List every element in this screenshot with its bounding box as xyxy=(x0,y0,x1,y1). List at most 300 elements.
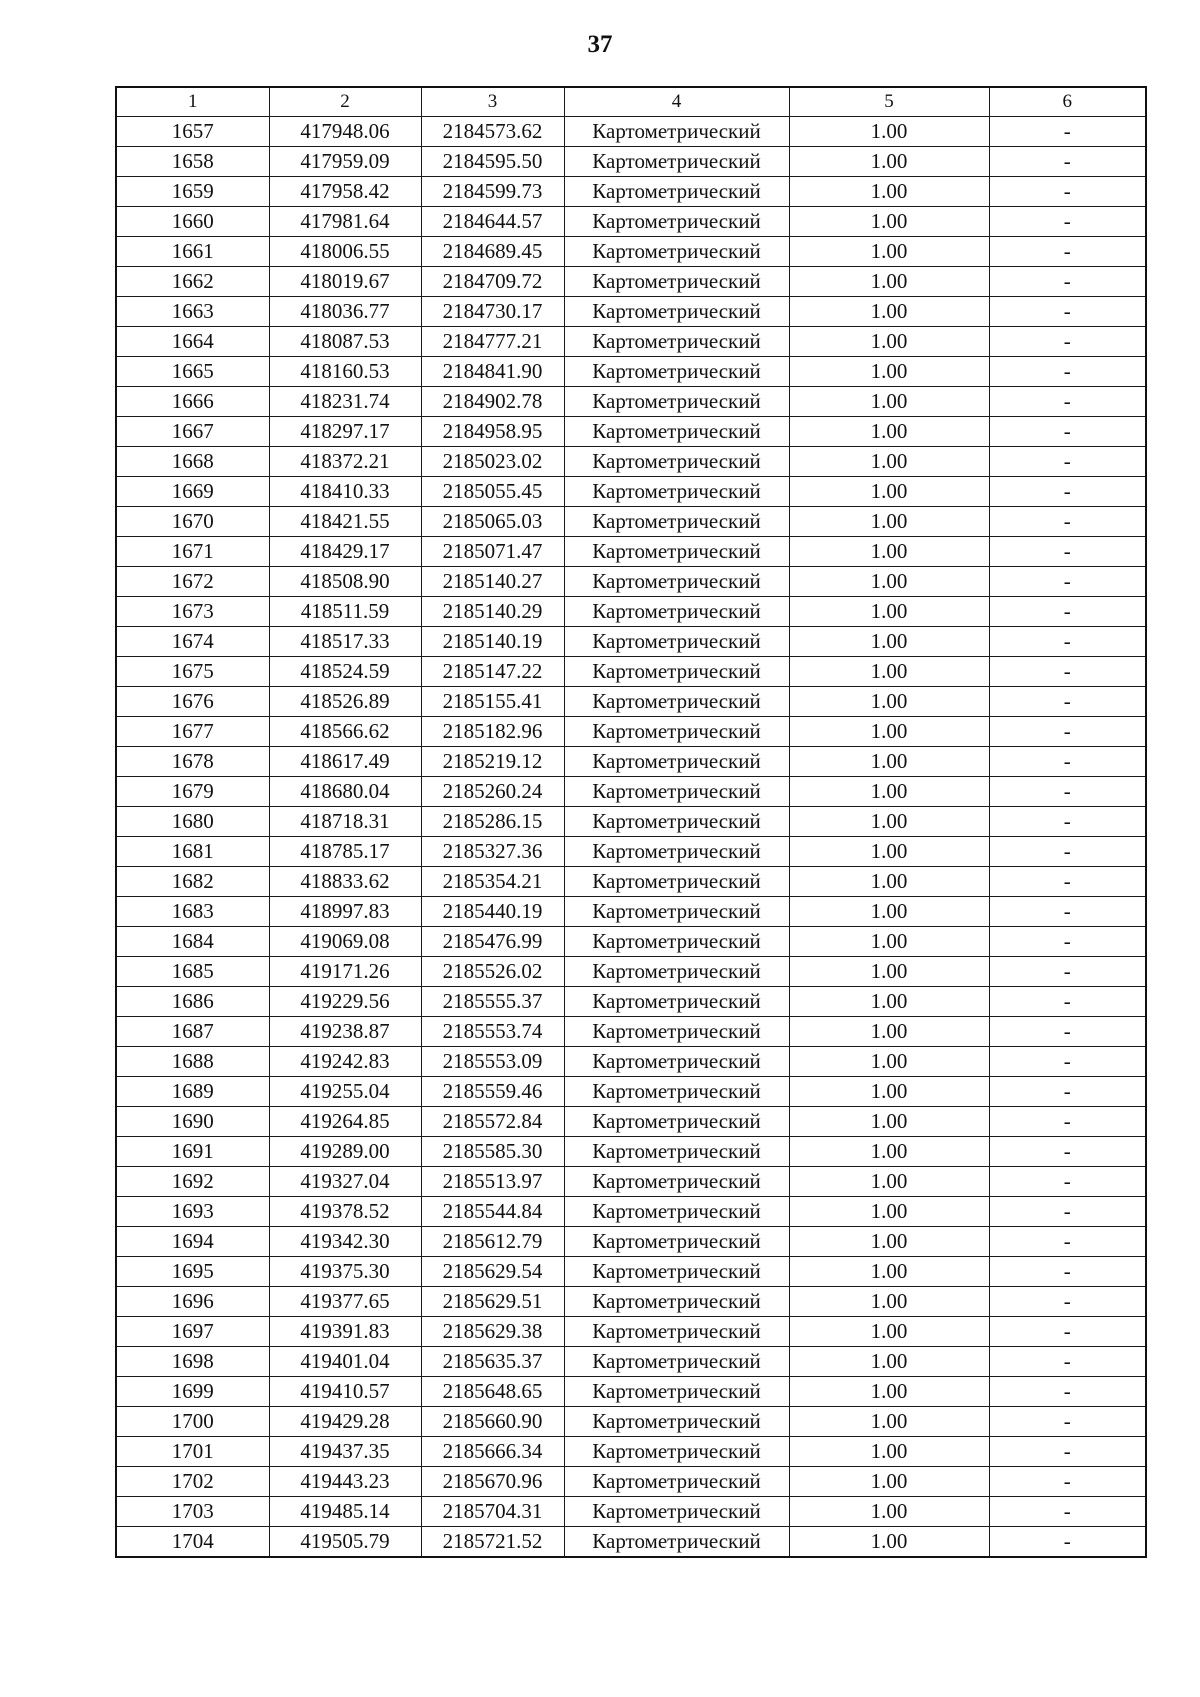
x-coordinate-cell: 419229.56 xyxy=(269,987,421,1017)
method-cell: Картометрический xyxy=(564,1407,789,1437)
note-cell: - xyxy=(989,1227,1146,1257)
x-coordinate-cell: 419069.08 xyxy=(269,927,421,957)
y-coordinate-cell: 2185555.37 xyxy=(421,987,564,1017)
table-row xyxy=(116,117,1146,147)
accuracy-cell: 1.00 xyxy=(789,567,989,597)
accuracy-cell: 1.00 xyxy=(789,627,989,657)
y-coordinate-cell: 2185553.09 xyxy=(421,1047,564,1077)
note-cell: - xyxy=(989,267,1146,297)
accuracy-cell: 1.00 xyxy=(789,1167,989,1197)
accuracy-cell: 1.00 xyxy=(789,387,989,417)
method-cell: Картометрический xyxy=(564,507,789,537)
method-cell: Картометрический xyxy=(564,237,789,267)
note-cell: - xyxy=(989,597,1146,627)
note-cell: - xyxy=(989,1137,1146,1167)
y-coordinate-cell: 2185660.90 xyxy=(421,1407,564,1437)
x-coordinate-cell: 419264.85 xyxy=(269,1107,421,1137)
x-coordinate-cell: 419437.35 xyxy=(269,1437,421,1467)
table-row xyxy=(116,387,1146,417)
table-row xyxy=(116,447,1146,477)
note-cell: - xyxy=(989,477,1146,507)
table-row xyxy=(116,1347,1146,1377)
accuracy-cell: 1.00 xyxy=(789,687,989,717)
x-coordinate-cell: 418087.53 xyxy=(269,327,421,357)
table-row xyxy=(116,717,1146,747)
point-number-cell: 1666 xyxy=(116,387,269,417)
note-cell: - xyxy=(989,867,1146,897)
x-coordinate-cell: 419377.65 xyxy=(269,1287,421,1317)
x-coordinate-cell: 418372.21 xyxy=(269,447,421,477)
y-coordinate-cell: 2185055.45 xyxy=(421,477,564,507)
accuracy-cell: 1.00 xyxy=(789,1467,989,1497)
point-number-cell: 1681 xyxy=(116,837,269,867)
y-coordinate-cell: 2184902.78 xyxy=(421,387,564,417)
x-coordinate-cell: 418429.17 xyxy=(269,537,421,567)
note-cell: - xyxy=(989,1197,1146,1227)
accuracy-cell: 1.00 xyxy=(789,537,989,567)
note-cell: - xyxy=(989,1437,1146,1467)
point-number-cell: 1668 xyxy=(116,447,269,477)
accuracy-cell: 1.00 xyxy=(789,327,989,357)
x-coordinate-cell: 419289.00 xyxy=(269,1137,421,1167)
x-coordinate-cell: 418006.55 xyxy=(269,237,421,267)
column-header-2: 2 xyxy=(269,87,421,117)
table-row xyxy=(116,1047,1146,1077)
point-number-cell: 1658 xyxy=(116,147,269,177)
accuracy-cell: 1.00 xyxy=(789,477,989,507)
accuracy-cell: 1.00 xyxy=(789,1227,989,1257)
x-coordinate-cell: 418508.90 xyxy=(269,567,421,597)
point-number-cell: 1698 xyxy=(116,1347,269,1377)
table-row xyxy=(116,1077,1146,1107)
table-row xyxy=(116,1527,1146,1558)
y-coordinate-cell: 2185666.34 xyxy=(421,1437,564,1467)
table-row xyxy=(116,417,1146,447)
point-number-cell: 1684 xyxy=(116,927,269,957)
x-coordinate-cell: 419429.28 xyxy=(269,1407,421,1437)
note-cell: - xyxy=(989,357,1146,387)
point-number-cell: 1672 xyxy=(116,567,269,597)
accuracy-cell: 1.00 xyxy=(789,1497,989,1527)
note-cell: - xyxy=(989,207,1146,237)
method-cell: Картометрический xyxy=(564,1527,789,1558)
y-coordinate-cell: 2184595.50 xyxy=(421,147,564,177)
table-row xyxy=(116,1257,1146,1287)
method-cell: Картометрический xyxy=(564,1107,789,1137)
point-number-cell: 1665 xyxy=(116,357,269,387)
accuracy-cell: 1.00 xyxy=(789,1287,989,1317)
point-number-cell: 1673 xyxy=(116,597,269,627)
y-coordinate-cell: 2185629.51 xyxy=(421,1287,564,1317)
x-coordinate-cell: 417959.09 xyxy=(269,147,421,177)
point-number-cell: 1678 xyxy=(116,747,269,777)
y-coordinate-cell: 2185155.41 xyxy=(421,687,564,717)
method-cell: Картометрический xyxy=(564,717,789,747)
table-row xyxy=(116,357,1146,387)
table-row xyxy=(116,507,1146,537)
accuracy-cell: 1.00 xyxy=(789,1407,989,1437)
column-header-3: 3 xyxy=(421,87,564,117)
x-coordinate-cell: 419443.23 xyxy=(269,1467,421,1497)
y-coordinate-cell: 2185354.21 xyxy=(421,867,564,897)
point-number-cell: 1682 xyxy=(116,867,269,897)
note-cell: - xyxy=(989,1407,1146,1437)
method-cell: Картометрический xyxy=(564,1257,789,1287)
point-number-cell: 1669 xyxy=(116,477,269,507)
point-number-cell: 1688 xyxy=(116,1047,269,1077)
note-cell: - xyxy=(989,1257,1146,1287)
table-row xyxy=(116,1437,1146,1467)
table-row xyxy=(116,537,1146,567)
y-coordinate-cell: 2185670.96 xyxy=(421,1467,564,1497)
note-cell: - xyxy=(989,1317,1146,1347)
x-coordinate-cell: 418036.77 xyxy=(269,297,421,327)
accuracy-cell: 1.00 xyxy=(789,1257,989,1287)
point-number-cell: 1680 xyxy=(116,807,269,837)
accuracy-cell: 1.00 xyxy=(789,147,989,177)
y-coordinate-cell: 2184644.57 xyxy=(421,207,564,237)
table-row xyxy=(116,627,1146,657)
note-cell: - xyxy=(989,177,1146,207)
table-row xyxy=(116,1467,1146,1497)
method-cell: Картометрический xyxy=(564,387,789,417)
method-cell: Картометрический xyxy=(564,1497,789,1527)
note-cell: - xyxy=(989,417,1146,447)
note-cell: - xyxy=(989,837,1146,867)
table-row xyxy=(116,657,1146,687)
note-cell: - xyxy=(989,537,1146,567)
accuracy-cell: 1.00 xyxy=(789,1527,989,1558)
note-cell: - xyxy=(989,447,1146,477)
accuracy-cell: 1.00 xyxy=(789,987,989,1017)
note-cell: - xyxy=(989,1047,1146,1077)
method-cell: Картометрический xyxy=(564,567,789,597)
x-coordinate-cell: 418785.17 xyxy=(269,837,421,867)
method-cell: Картометрический xyxy=(564,627,789,657)
x-coordinate-cell: 419485.14 xyxy=(269,1497,421,1527)
y-coordinate-cell: 2185476.99 xyxy=(421,927,564,957)
table-row xyxy=(116,897,1146,927)
method-cell: Картометрический xyxy=(564,987,789,1017)
x-coordinate-cell: 418566.62 xyxy=(269,717,421,747)
note-cell: - xyxy=(989,1377,1146,1407)
x-coordinate-cell: 418833.62 xyxy=(269,867,421,897)
note-cell: - xyxy=(989,927,1146,957)
y-coordinate-cell: 2185440.19 xyxy=(421,897,564,927)
x-coordinate-cell: 418517.33 xyxy=(269,627,421,657)
table-row xyxy=(116,987,1146,1017)
note-cell: - xyxy=(989,657,1146,687)
accuracy-cell: 1.00 xyxy=(789,1137,989,1167)
point-number-cell: 1689 xyxy=(116,1077,269,1107)
accuracy-cell: 1.00 xyxy=(789,417,989,447)
table-row xyxy=(116,1017,1146,1047)
y-coordinate-cell: 2185182.96 xyxy=(421,717,564,747)
table-row xyxy=(116,807,1146,837)
coordinates-table xyxy=(115,86,1147,1558)
y-coordinate-cell: 2185704.31 xyxy=(421,1497,564,1527)
note-cell: - xyxy=(989,957,1146,987)
accuracy-cell: 1.00 xyxy=(789,807,989,837)
accuracy-cell: 1.00 xyxy=(789,357,989,387)
method-cell: Картометрический xyxy=(564,147,789,177)
accuracy-cell: 1.00 xyxy=(789,777,989,807)
method-cell: Картометрический xyxy=(564,687,789,717)
table-row xyxy=(116,1197,1146,1227)
y-coordinate-cell: 2185219.12 xyxy=(421,747,564,777)
point-number-cell: 1657 xyxy=(116,117,269,147)
method-cell: Картометрический xyxy=(564,747,789,777)
accuracy-cell: 1.00 xyxy=(789,237,989,267)
point-number-cell: 1696 xyxy=(116,1287,269,1317)
point-number-cell: 1661 xyxy=(116,237,269,267)
y-coordinate-cell: 2184573.62 xyxy=(421,117,564,147)
x-coordinate-cell: 419238.87 xyxy=(269,1017,421,1047)
accuracy-cell: 1.00 xyxy=(789,897,989,927)
y-coordinate-cell: 2184599.73 xyxy=(421,177,564,207)
y-coordinate-cell: 2185559.46 xyxy=(421,1077,564,1107)
point-number-cell: 1691 xyxy=(116,1137,269,1167)
note-cell: - xyxy=(989,1467,1146,1497)
point-number-cell: 1674 xyxy=(116,627,269,657)
header-row xyxy=(116,87,1146,117)
accuracy-cell: 1.00 xyxy=(789,657,989,687)
point-number-cell: 1694 xyxy=(116,1227,269,1257)
note-cell: - xyxy=(989,1167,1146,1197)
y-coordinate-cell: 2185648.65 xyxy=(421,1377,564,1407)
x-coordinate-cell: 418019.67 xyxy=(269,267,421,297)
point-number-cell: 1670 xyxy=(116,507,269,537)
accuracy-cell: 1.00 xyxy=(789,447,989,477)
x-coordinate-cell: 419342.30 xyxy=(269,1227,421,1257)
accuracy-cell: 1.00 xyxy=(789,507,989,537)
point-number-cell: 1675 xyxy=(116,657,269,687)
accuracy-cell: 1.00 xyxy=(789,207,989,237)
x-coordinate-cell: 419391.83 xyxy=(269,1317,421,1347)
note-cell: - xyxy=(989,297,1146,327)
point-number-cell: 1662 xyxy=(116,267,269,297)
table-row xyxy=(116,1137,1146,1167)
table-row xyxy=(116,297,1146,327)
table-row xyxy=(116,327,1146,357)
y-coordinate-cell: 2184689.45 xyxy=(421,237,564,267)
x-coordinate-cell: 418297.17 xyxy=(269,417,421,447)
table-row xyxy=(116,147,1146,177)
x-coordinate-cell: 419242.83 xyxy=(269,1047,421,1077)
table-row xyxy=(116,1407,1146,1437)
method-cell: Картометрический xyxy=(564,1347,789,1377)
method-cell: Картометрический xyxy=(564,1377,789,1407)
x-coordinate-cell: 418718.31 xyxy=(269,807,421,837)
method-cell: Картометрический xyxy=(564,297,789,327)
method-cell: Картометрический xyxy=(564,447,789,477)
y-coordinate-cell: 2184958.95 xyxy=(421,417,564,447)
table-row xyxy=(116,477,1146,507)
column-header-1: 1 xyxy=(116,87,269,117)
method-cell: Картометрический xyxy=(564,1287,789,1317)
table-row xyxy=(116,567,1146,597)
table-row xyxy=(116,927,1146,957)
note-cell: - xyxy=(989,507,1146,537)
method-cell: Картометрический xyxy=(564,1047,789,1077)
note-cell: - xyxy=(989,1017,1146,1047)
method-cell: Картометрический xyxy=(564,207,789,237)
table-row xyxy=(116,747,1146,777)
note-cell: - xyxy=(989,147,1146,177)
note-cell: - xyxy=(989,717,1146,747)
point-number-cell: 1671 xyxy=(116,537,269,567)
point-number-cell: 1692 xyxy=(116,1167,269,1197)
table-header xyxy=(116,87,1146,117)
table-row xyxy=(116,237,1146,267)
y-coordinate-cell: 2184777.21 xyxy=(421,327,564,357)
method-cell: Картометрический xyxy=(564,417,789,447)
note-cell: - xyxy=(989,1527,1146,1558)
column-header-6: 6 xyxy=(989,87,1146,117)
table-row xyxy=(116,1497,1146,1527)
y-coordinate-cell: 2185071.47 xyxy=(421,537,564,567)
y-coordinate-cell: 2185140.27 xyxy=(421,567,564,597)
point-number-cell: 1659 xyxy=(116,177,269,207)
point-number-cell: 1663 xyxy=(116,297,269,327)
note-cell: - xyxy=(989,1347,1146,1377)
method-cell: Картометрический xyxy=(564,597,789,627)
point-number-cell: 1702 xyxy=(116,1467,269,1497)
y-coordinate-cell: 2184709.72 xyxy=(421,267,564,297)
x-coordinate-cell: 419171.26 xyxy=(269,957,421,987)
accuracy-cell: 1.00 xyxy=(789,177,989,207)
table-row xyxy=(116,777,1146,807)
y-coordinate-cell: 2185612.79 xyxy=(421,1227,564,1257)
x-coordinate-cell: 419375.30 xyxy=(269,1257,421,1287)
method-cell: Картометрический xyxy=(564,1467,789,1497)
point-number-cell: 1685 xyxy=(116,957,269,987)
point-number-cell: 1701 xyxy=(116,1437,269,1467)
x-coordinate-cell: 418997.83 xyxy=(269,897,421,927)
table-row xyxy=(116,867,1146,897)
method-cell: Картометрический xyxy=(564,267,789,297)
note-cell: - xyxy=(989,387,1146,417)
point-number-cell: 1667 xyxy=(116,417,269,447)
x-coordinate-cell: 419327.04 xyxy=(269,1167,421,1197)
x-coordinate-cell: 418524.59 xyxy=(269,657,421,687)
table-row xyxy=(116,687,1146,717)
accuracy-cell: 1.00 xyxy=(789,267,989,297)
method-cell: Картометрический xyxy=(564,837,789,867)
point-number-cell: 1697 xyxy=(116,1317,269,1347)
accuracy-cell: 1.00 xyxy=(789,1077,989,1107)
table-row xyxy=(116,1107,1146,1137)
y-coordinate-cell: 2185513.97 xyxy=(421,1167,564,1197)
x-coordinate-cell: 418526.89 xyxy=(269,687,421,717)
table-row xyxy=(116,1167,1146,1197)
y-coordinate-cell: 2185327.36 xyxy=(421,837,564,867)
method-cell: Картометрический xyxy=(564,867,789,897)
y-coordinate-cell: 2185526.02 xyxy=(421,957,564,987)
note-cell: - xyxy=(989,687,1146,717)
table-body xyxy=(116,117,1146,1558)
y-coordinate-cell: 2185147.22 xyxy=(421,657,564,687)
x-coordinate-cell: 418421.55 xyxy=(269,507,421,537)
accuracy-cell: 1.00 xyxy=(789,297,989,327)
accuracy-cell: 1.00 xyxy=(789,1107,989,1137)
method-cell: Картометрический xyxy=(564,477,789,507)
y-coordinate-cell: 2184841.90 xyxy=(421,357,564,387)
method-cell: Картометрический xyxy=(564,177,789,207)
y-coordinate-cell: 2185140.19 xyxy=(421,627,564,657)
note-cell: - xyxy=(989,807,1146,837)
accuracy-cell: 1.00 xyxy=(789,1047,989,1077)
table-row xyxy=(116,1317,1146,1347)
method-cell: Картометрический xyxy=(564,357,789,387)
point-number-cell: 1695 xyxy=(116,1257,269,1287)
x-coordinate-cell: 418160.53 xyxy=(269,357,421,387)
method-cell: Картометрический xyxy=(564,1437,789,1467)
y-coordinate-cell: 2185721.52 xyxy=(421,1527,564,1558)
y-coordinate-cell: 2185585.30 xyxy=(421,1137,564,1167)
method-cell: Картометрический xyxy=(564,1017,789,1047)
method-cell: Картометрический xyxy=(564,1197,789,1227)
method-cell: Картометрический xyxy=(564,1137,789,1167)
point-number-cell: 1703 xyxy=(116,1497,269,1527)
accuracy-cell: 1.00 xyxy=(789,717,989,747)
y-coordinate-cell: 2185629.38 xyxy=(421,1317,564,1347)
point-number-cell: 1700 xyxy=(116,1407,269,1437)
y-coordinate-cell: 2185544.84 xyxy=(421,1197,564,1227)
point-number-cell: 1679 xyxy=(116,777,269,807)
column-header-5: 5 xyxy=(789,87,989,117)
accuracy-cell: 1.00 xyxy=(789,1347,989,1377)
point-number-cell: 1687 xyxy=(116,1017,269,1047)
point-number-cell: 1699 xyxy=(116,1377,269,1407)
x-coordinate-cell: 419505.79 xyxy=(269,1527,421,1558)
method-cell: Картометрический xyxy=(564,807,789,837)
point-number-cell: 1660 xyxy=(116,207,269,237)
note-cell: - xyxy=(989,1287,1146,1317)
accuracy-cell: 1.00 xyxy=(789,1437,989,1467)
y-coordinate-cell: 2185635.37 xyxy=(421,1347,564,1377)
x-coordinate-cell: 417981.64 xyxy=(269,207,421,237)
table-row xyxy=(116,957,1146,987)
x-coordinate-cell: 418617.49 xyxy=(269,747,421,777)
note-cell: - xyxy=(989,747,1146,777)
accuracy-cell: 1.00 xyxy=(789,117,989,147)
point-number-cell: 1686 xyxy=(116,987,269,1017)
accuracy-cell: 1.00 xyxy=(789,957,989,987)
note-cell: - xyxy=(989,777,1146,807)
table-row xyxy=(116,1377,1146,1407)
x-coordinate-cell: 419401.04 xyxy=(269,1347,421,1377)
method-cell: Картометрический xyxy=(564,327,789,357)
y-coordinate-cell: 2185629.54 xyxy=(421,1257,564,1287)
accuracy-cell: 1.00 xyxy=(789,867,989,897)
x-coordinate-cell: 418410.33 xyxy=(269,477,421,507)
method-cell: Картометрический xyxy=(564,777,789,807)
note-cell: - xyxy=(989,327,1146,357)
accuracy-cell: 1.00 xyxy=(789,747,989,777)
note-cell: - xyxy=(989,567,1146,597)
note-cell: - xyxy=(989,897,1146,927)
accuracy-cell: 1.00 xyxy=(789,597,989,627)
method-cell: Картометрический xyxy=(564,537,789,567)
y-coordinate-cell: 2185553.74 xyxy=(421,1017,564,1047)
x-coordinate-cell: 417958.42 xyxy=(269,177,421,207)
point-number-cell: 1677 xyxy=(116,717,269,747)
x-coordinate-cell: 419255.04 xyxy=(269,1077,421,1107)
x-coordinate-cell: 418511.59 xyxy=(269,597,421,627)
y-coordinate-cell: 2184730.17 xyxy=(421,297,564,327)
accuracy-cell: 1.00 xyxy=(789,1017,989,1047)
